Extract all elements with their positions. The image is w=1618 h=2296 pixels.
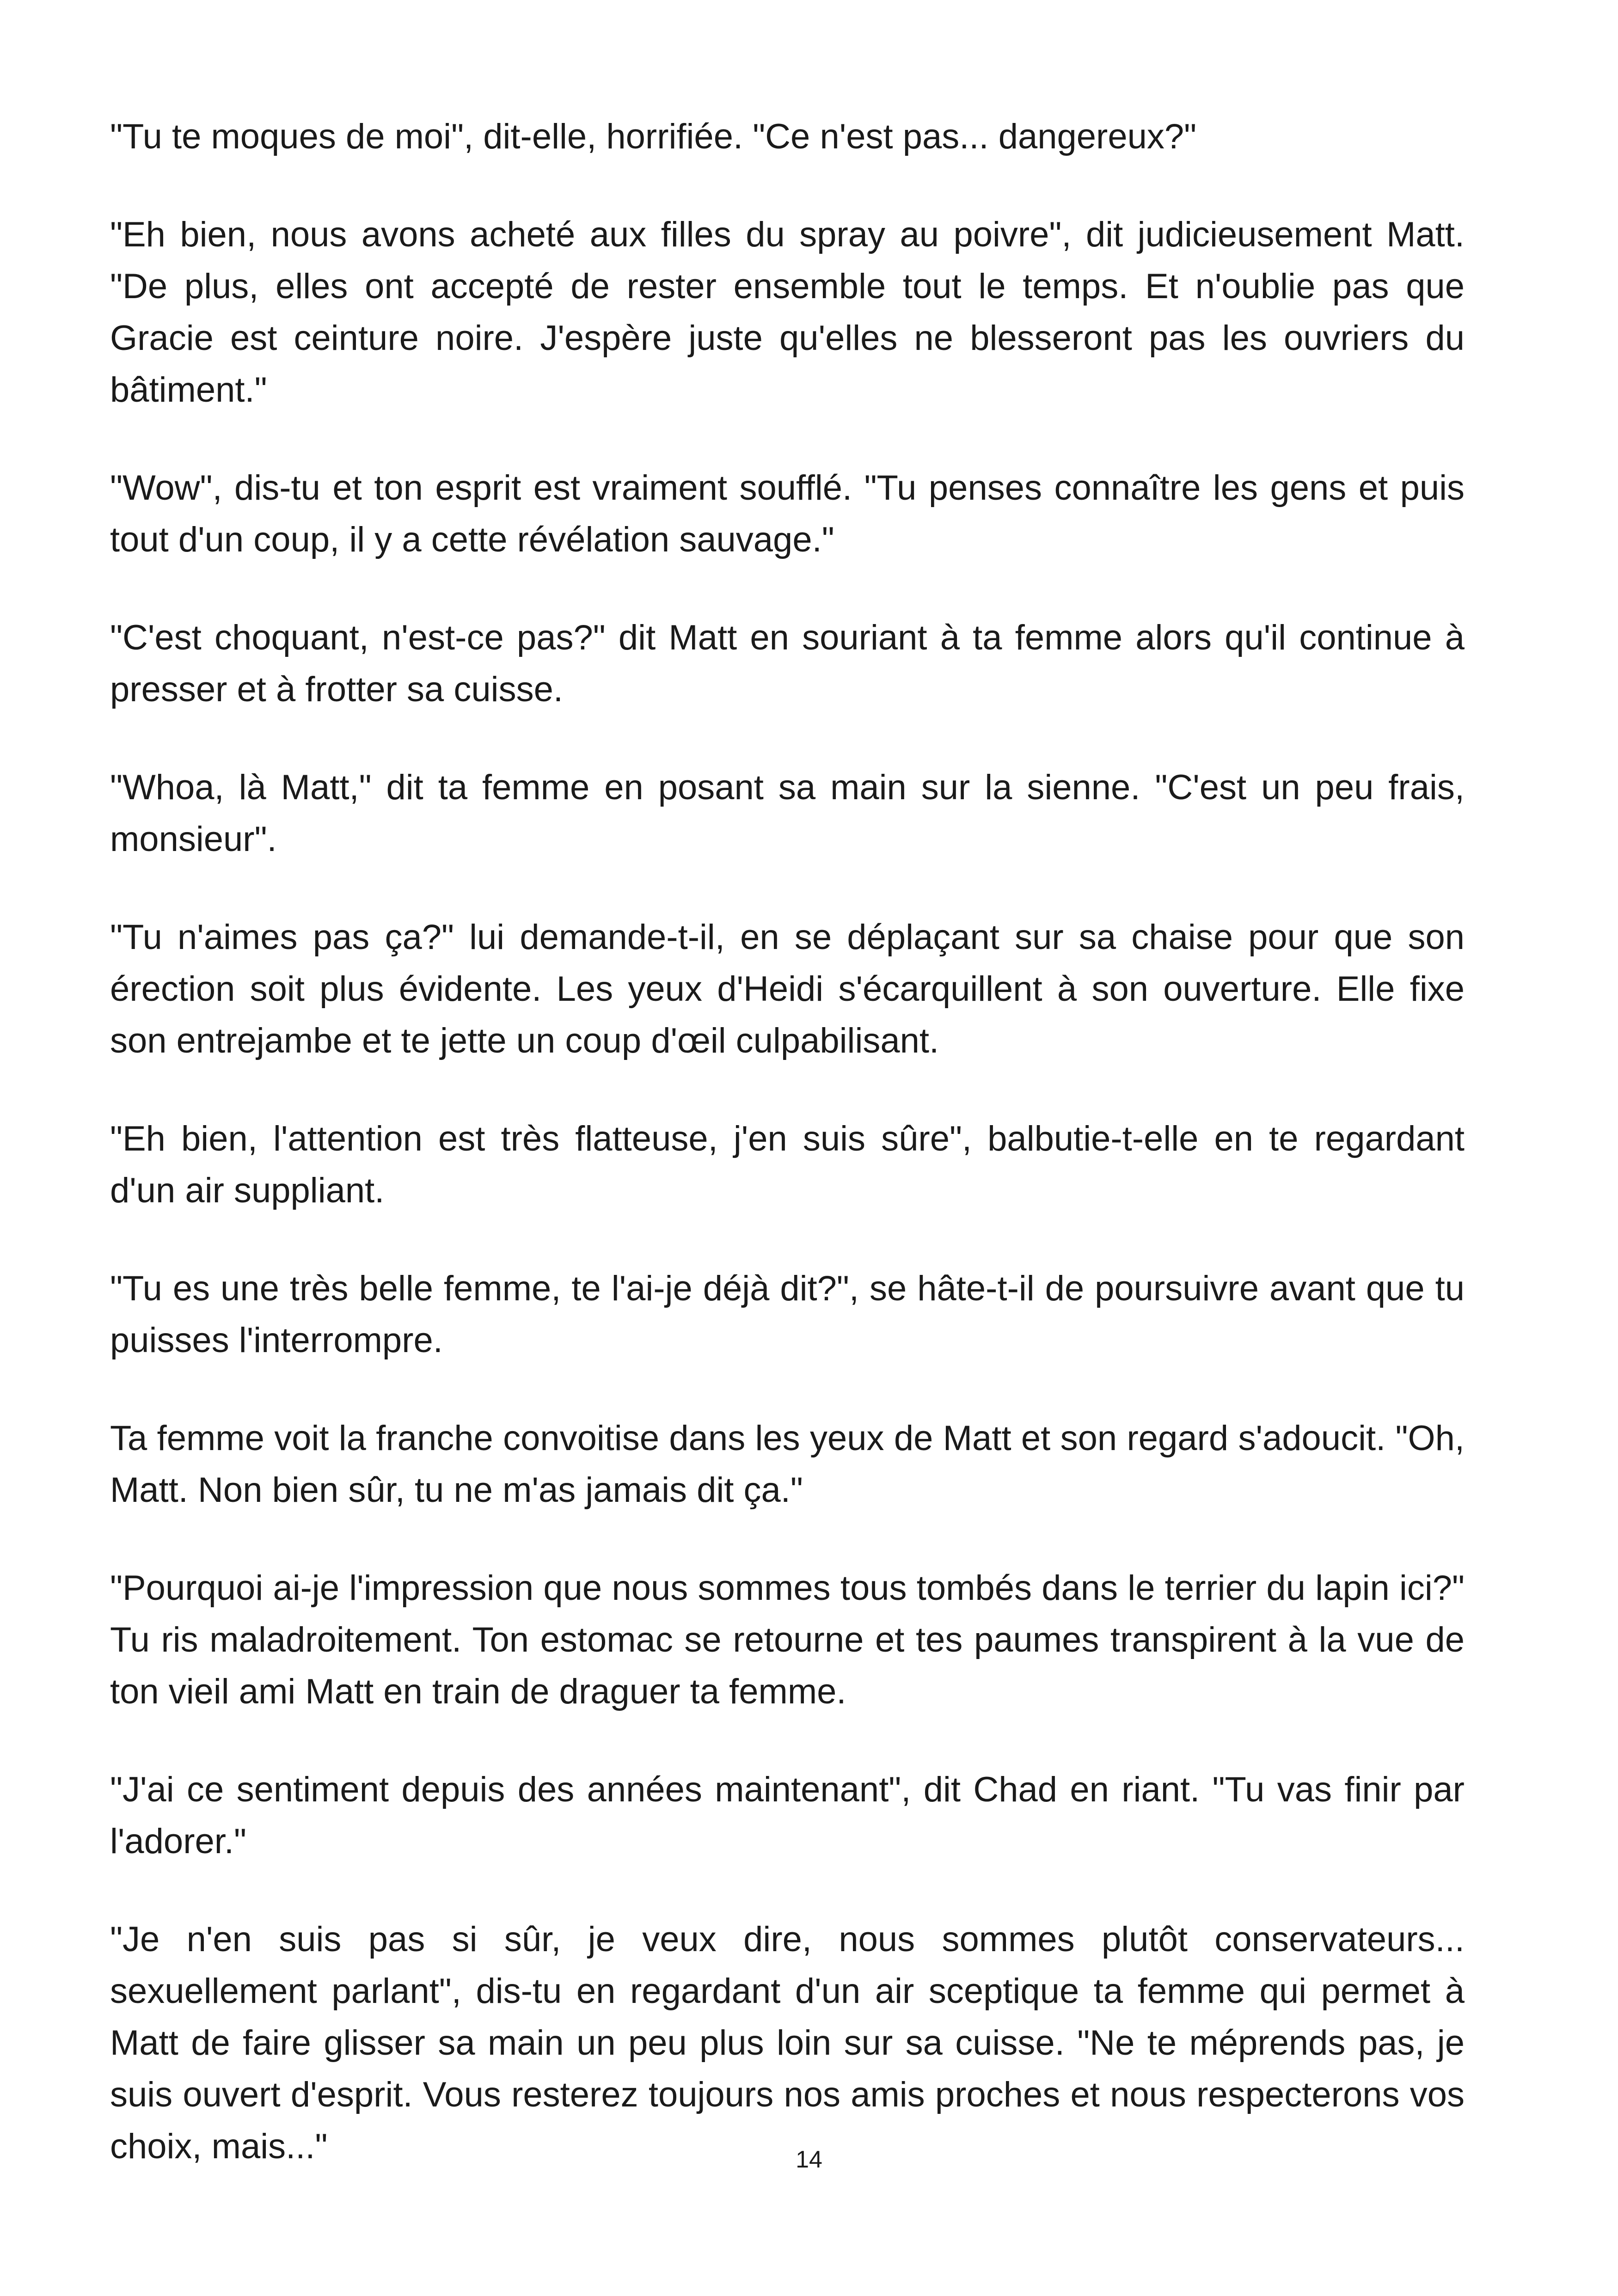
paragraph-11: "J'ai ce sentiment depuis des années maintenant", dit Chad en riant. "Tu vas finir par l'adorer." (110, 1770, 1465, 1861)
paragraph-5: "Whoa, là Matt," dit ta femme en posant sa main sur la sienne. "C'est un peu frais, monsieur". (110, 768, 1465, 859)
paragraph-8: "Tu es une très belle femme, te l'ai-je déjà dit?", se hâte-t-il de poursuivre avant que tu puisses l'interrompre. (110, 1269, 1465, 1360)
page-number: 14 (796, 2146, 822, 2173)
paragraph-9: Ta femme voit la franche convoitise dans les yeux de Matt et son regard s'adoucit. "Oh, Matt. Non bien sûr, tu ne m'as jamais dit ça." (110, 1419, 1465, 1510)
paragraph-1: "Tu te moques de moi", dit-elle, horrifiée. "Ce n'est pas... dangereux?" (110, 117, 1197, 156)
paragraph-6: "Tu n'aimes pas ça?" lui demande-t-il, en se déplaçant sur sa chaise pour que son érection soit plus évidente. Les yeux d'Heidi s'écarquillent à son ouverture. Elle fixe son entrejambe et te jette un coup d'œil culpabilisant. (110, 918, 1465, 1060)
paragraph-4: "C'est choquant, n'est-ce pas?" dit Matt en souriant à ta femme alors qu'il continue à presser et à frotter sa cuisse. (110, 618, 1465, 709)
paragraph-12: "Je n'en suis pas si sûr, je veux dire, nous sommes plutôt conservateurs... sexuellement parlant", dis-tu en regardant d'un air sceptique ta femme qui permet à Matt de faire glisser sa main un peu plus loin sur sa cuisse. "Ne te méprends pas, je suis ouvert d'esprit. Vous resterez toujours nos amis proches et nous respecterons vos choix, mais..." (110, 1920, 1465, 2166)
paragraph-2: "Eh bien, nous avons acheté aux filles du spray au poivre", dit judicieusement Matt. "De plus, elles ont accepté de rester ensemble tout le temps. Et n'oublie pas que Gracie est ceinture noire. J'espère juste qu'elles ne blesseront pas les ouvriers du bâtiment." (110, 215, 1465, 410)
paragraph-10: "Pourquoi ai-je l'impression que nous sommes tous tombés dans le terrier du lapin ici?" Tu ris maladroitement. Ton estomac se retourne et tes paumes transpirent à la vue de ton vieil ami Matt en train de draguer ta femme. (110, 1568, 1465, 1711)
document-body (110, 111, 1465, 2173)
paragraph-7: "Eh bien, l'attention est très flatteuse, j'en suis sûre", balbutie-t-elle en te regardant d'un air suppliant. (110, 1119, 1465, 1210)
paragraph-3: "Wow", dis-tu et ton esprit est vraiment soufflé. "Tu penses connaître les gens et puis tout d'un coup, il y a cette révélation sauvage." (110, 468, 1465, 559)
